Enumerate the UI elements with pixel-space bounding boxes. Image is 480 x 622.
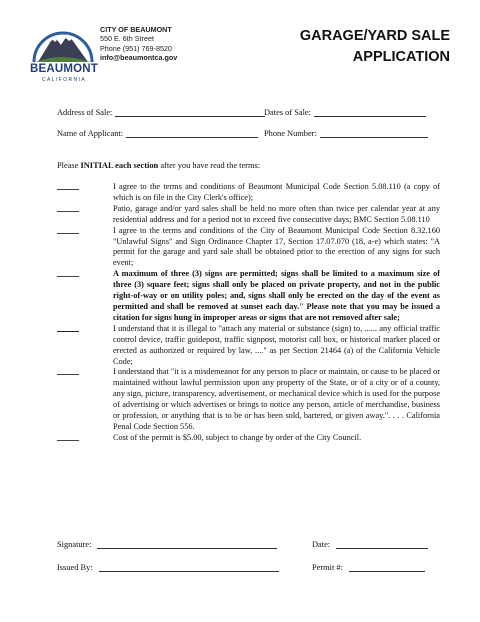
term-item [57,269,440,324]
term-item [57,226,440,270]
issued-by-line[interactable] [99,563,279,572]
applicant-name-label: Name of Applicant: [57,129,124,138]
initial-line[interactable] [57,331,79,332]
phone-field[interactable] [264,129,428,138]
org-phone: Phone (951) 769-8520 [100,43,172,53]
term-item [57,324,440,368]
org-name: CITY OF BEAUMONT [100,25,172,34]
intro-text-bold: INITIAL each section [80,161,159,170]
term-item [57,182,440,204]
city-logo-mountains [30,22,96,68]
term-text: Patio, garage and/or yard sales shall be held no more often than twice per calendar year at any residential address and for a period not to exceed five consecutive days; BMC Section 5.08.110 [113,203,440,224]
date-line[interactable] [336,540,428,549]
title-line-2: APPLICATION [352,49,450,65]
initial-line[interactable] [57,374,79,375]
permit-number-line[interactable] [349,563,425,572]
contact-block [100,25,177,62]
address-line[interactable] [115,108,265,117]
address-field[interactable] [57,108,265,117]
term-item [57,433,440,444]
initial-line[interactable] [57,211,79,212]
instructions [57,161,260,170]
dates-line[interactable] [314,108,426,117]
term-text: A maximum of three (3) signs are permitted; signs shall be limited to a maximum size of three (3) square feet; signs shall only be placed on private property, and not in the public right-of-way or on utility poles; and, signs shall only be erected on the day of the event as permitted and shall be removed at sunset each day." Please note that you may be issued a citation for signs hung in improper areas or signs that are not removed after sale; [113,269,440,322]
signature-label: Signature: [57,540,92,549]
signature-field[interactable] [57,540,277,549]
applicant-name-line[interactable] [126,129,258,138]
logo-subtitle: CALIFORNIA [41,77,86,83]
dates-field[interactable] [264,108,426,117]
intro-text-post: after you have read the terms: [158,161,261,170]
phone-label: Phone Number: [264,129,317,138]
applicant-name-field[interactable] [57,129,258,138]
permit-number-field[interactable] [312,563,425,572]
date-label: Date: [312,540,331,549]
logo-wordmark: BEAUMONT [29,63,99,75]
address-label: Address of Sale: [57,108,113,117]
org-email: info@beaumontca.gov [100,52,178,62]
org-address: 550 E. 6th Street [100,34,154,44]
term-text: I understand that "it is a misdemeanor for any person to place or maintain, or cause to be placed or maintained without lawful permission upon any property of the State, or of a city or of a county, any sign, picture, transparency, advertisement, or mechanical device which is used for the purpose of advertising or which advertises or brings to notice any person, article of merchandise, business or profession, or anything that is to be or has been sold, bartered, or given away.". . . . California Penal Code Section 556. [113,367,440,431]
issued-by-field[interactable] [57,563,279,572]
issued-by-label: Issued By: [57,563,93,572]
permit-number-label: Permit #: [312,563,343,572]
term-text: I agree to the terms and conditions of Beaumont Municipal Code Section 5.08.110 (a copy of which is on file in the City Clerk's office); [113,182,440,202]
date-field[interactable] [312,540,428,549]
initial-line[interactable] [57,276,79,277]
term-text: I understand that it is illegal to "attach any material or substance (sign) to, ...... any official traffic control device, traffic guidepost, traffic signpost, motorist call box, or historical marker placed or erected as authorized or required by law, ...." as per Section 21464 (a) of the California Vehicle Code; [113,323,440,366]
form-title [300,26,450,68]
initial-line[interactable] [57,189,79,190]
term-text: I agree to the terms and conditions of the City of Beaumont Municipal Code Section 8.32.160 "Unlawful Signs" and Sign Ordinance Chapter 17, Section 17.07.070 (18, a-e) which states: "A permit for the garage and yard sale shall be obtained prior to the erection of any signs for such event; [113,225,440,268]
phone-line[interactable] [320,129,428,138]
term-text: Cost of the permit is $5.00, subject to change by order of the City Council. [113,432,362,442]
term-item [57,204,440,226]
terms-list [57,182,440,444]
intro-text-pre: Please [57,161,81,170]
signature-line[interactable] [97,540,277,549]
dates-label: Dates of Sale: [264,108,311,117]
term-item [57,367,440,432]
title-line-1: GARAGE/YARD SALE [299,28,450,44]
initial-line[interactable] [57,440,79,441]
initial-line[interactable] [57,233,79,234]
